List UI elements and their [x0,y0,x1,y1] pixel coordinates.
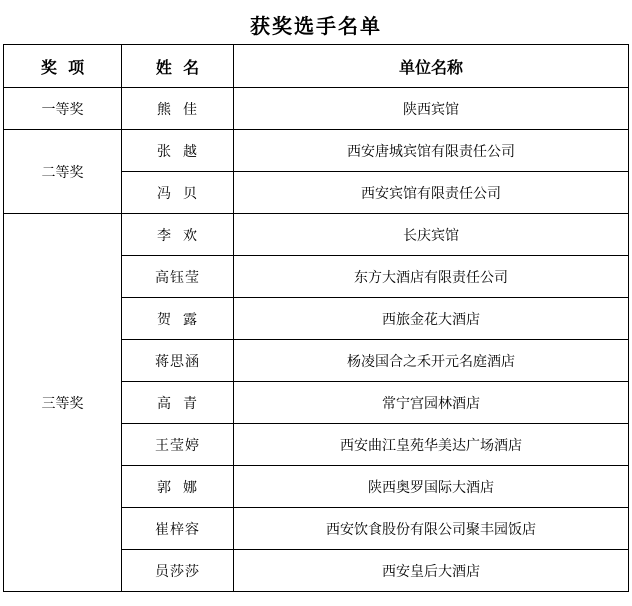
winner-name: 崔梓容 [122,508,234,550]
winners-table [3,44,629,592]
winner-unit: 西安唐城宾馆有限责任公司 [234,130,629,172]
table-row [4,214,629,256]
winner-unit: 西旅金花大酒店 [234,298,629,340]
header-unit: 单位名称 [234,45,629,88]
winner-unit: 西安皇后大酒店 [234,550,629,592]
header-row [4,45,629,88]
winner-name: 熊 佳 [122,88,234,130]
winner-name: 李 欢 [122,214,234,256]
winner-unit: 东方大酒店有限责任公司 [234,256,629,298]
winner-unit: 西安宾馆有限责任公司 [234,172,629,214]
winner-unit: 常宁宫园林酒店 [234,382,629,424]
winner-unit: 陕西宾馆 [234,88,629,130]
winner-unit: 西安饮食股份有限公司聚丰园饭店 [234,508,629,550]
winner-name: 王莹婷 [122,424,234,466]
table-row [4,88,629,130]
header-name: 姓 名 [122,45,234,88]
winner-name: 蒋思涵 [122,340,234,382]
table-row [4,130,629,172]
award-third-prize: 三等奖 [4,214,122,592]
winner-name: 员莎莎 [122,550,234,592]
winner-unit: 西安曲江皇苑华美达广场酒店 [234,424,629,466]
header-award: 奖 项 [4,45,122,88]
winner-name: 高 青 [122,382,234,424]
winner-unit: 陕西奥罗国际大酒店 [234,466,629,508]
winner-unit: 长庆宾馆 [234,214,629,256]
award-second-prize: 二等奖 [4,130,122,214]
winner-name: 贺 露 [122,298,234,340]
winner-name: 冯 贝 [122,172,234,214]
winner-name: 郭 娜 [122,466,234,508]
winner-unit: 杨凌国合之禾开元名庭酒店 [234,340,629,382]
page-title: 获奖选手名单 [250,14,382,38]
award-first-prize: 一等奖 [4,88,122,130]
winner-name: 高钰莹 [122,256,234,298]
winner-name: 张 越 [122,130,234,172]
